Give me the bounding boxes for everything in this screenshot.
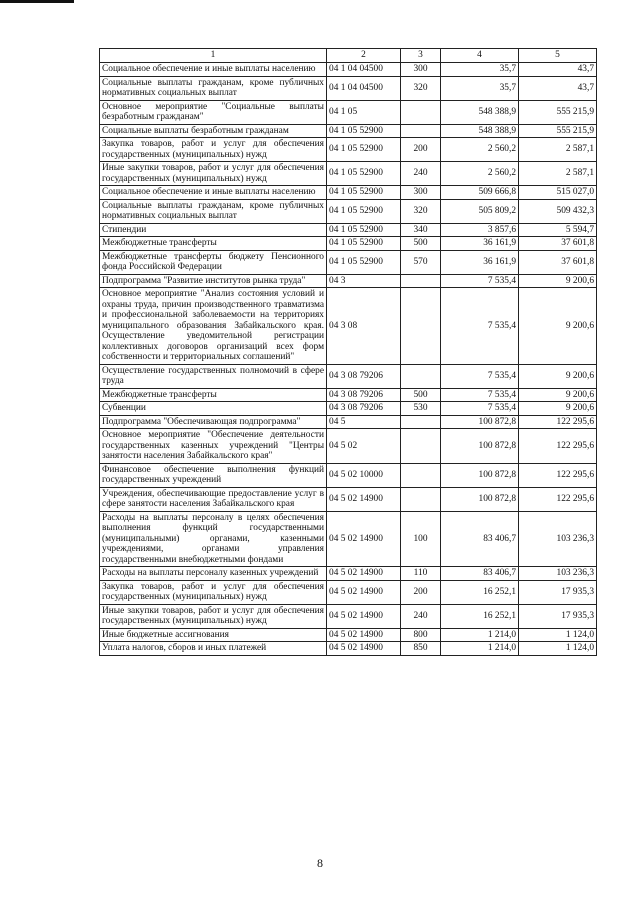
row-expense-type: 800 (401, 628, 441, 642)
table-row (100, 288, 597, 365)
row-value-col5: 9 200,6 (519, 288, 597, 365)
row-value-col5: 9 200,6 (519, 402, 597, 416)
table-row (100, 186, 597, 200)
row-value-col5: 1 124,0 (519, 642, 597, 656)
row-name: Социальные выплаты гражданам, кроме публичных нормативных социальных выплат (100, 199, 327, 223)
row-code: 04 1 05 52900 (327, 223, 401, 237)
row-expense-type: 200 (401, 138, 441, 162)
row-name: Иные закупки товаров, работ и услуг для обеспечения государственных (муниципальных) нужд (100, 604, 327, 628)
row-value-col4: 100 872,8 (441, 415, 519, 429)
row-expense-type: 240 (401, 162, 441, 186)
row-expense-type: 300 (401, 186, 441, 200)
header-col-2: 2 (327, 49, 401, 63)
row-name: Основное мероприятие "Обеспечение деятельности государственных казенных учреждений "Центры занятости населения Забайкальского края" (100, 429, 327, 464)
table-row (100, 274, 597, 288)
row-code: 04 1 05 52900 (327, 162, 401, 186)
header-row (100, 49, 597, 63)
row-value-col5: 5 594,7 (519, 223, 597, 237)
row-value-col5: 555 215,9 (519, 124, 597, 138)
row-expense-type: 300 (401, 63, 441, 77)
row-value-col5: 122 295,6 (519, 487, 597, 511)
row-value-col4: 1 214,0 (441, 628, 519, 642)
row-code: 04 5 02 14900 (327, 628, 401, 642)
row-code: 04 5 (327, 415, 401, 429)
row-code: 04 5 02 14900 (327, 567, 401, 581)
header-col-4: 4 (441, 49, 519, 63)
table-row (100, 364, 597, 388)
row-name: Основное мероприятие "Анализ состояния условий и охраны труда, причин производственного травматизма и профессиональной заболеваемости на территориях муниципального образования Забайкальского края. Осуществление уведомительной регистрации коллективных договоров организаций всех форм собственности и территориальных соглашений" (100, 288, 327, 365)
row-value-col5: 9 200,6 (519, 274, 597, 288)
row-value-col4: 100 872,8 (441, 487, 519, 511)
row-name: Социальные выплаты гражданам, кроме публичных нормативных социальных выплат (100, 76, 327, 100)
row-expense-type (401, 364, 441, 388)
row-expense-type: 530 (401, 402, 441, 416)
header-col-1: 1 (100, 49, 327, 63)
row-name: Субвенции (100, 402, 327, 416)
table-row (100, 429, 597, 464)
row-value-col5: 37 601,8 (519, 237, 597, 251)
row-value-col4: 2 560,2 (441, 162, 519, 186)
row-expense-type: 340 (401, 223, 441, 237)
row-expense-type (401, 415, 441, 429)
table-row (100, 388, 597, 402)
table-row (100, 604, 597, 628)
header-col-3: 3 (401, 49, 441, 63)
row-code: 04 5 02 14900 (327, 580, 401, 604)
row-name: Межбюджетные трансферты бюджету Пенсионного фонда Российской Федерации (100, 250, 327, 274)
scan-corner-mark (0, 0, 74, 3)
table-row (100, 237, 597, 251)
row-name: Социальное обеспечение и иные выплаты населению (100, 63, 327, 77)
row-name: Расходы на выплаты персоналу в целях обеспечения выполнения функций государственными (муниципальными) органами, казенными учреждениями, органами управления государственными внебюджетными фондами (100, 511, 327, 567)
row-expense-type (401, 487, 441, 511)
row-name: Иные закупки товаров, работ и услуг для обеспечения государственных (муниципальных) нужд (100, 162, 327, 186)
row-name: Подпрограмма "Обеспечивающая подпрограмма" (100, 415, 327, 429)
row-value-col4: 7 535,4 (441, 288, 519, 365)
row-value-col4: 83 406,7 (441, 567, 519, 581)
row-name: Закупка товаров, работ и услуг для обеспечения государственных (муниципальных) нужд (100, 580, 327, 604)
row-name: Межбюджетные трансферты (100, 388, 327, 402)
header-col-5: 5 (519, 49, 597, 63)
row-code: 04 5 02 14900 (327, 487, 401, 511)
row-name: Социальное обеспечение и иные выплаты населению (100, 186, 327, 200)
row-code: 04 1 05 52900 (327, 199, 401, 223)
row-code: 04 1 04 04500 (327, 76, 401, 100)
table-row (100, 487, 597, 511)
row-code: 04 5 02 10000 (327, 463, 401, 487)
table-row (100, 162, 597, 186)
row-value-col4: 83 406,7 (441, 511, 519, 567)
row-name: Расходы на выплаты персоналу казенных учреждений (100, 567, 327, 581)
row-value-col4: 548 388,9 (441, 124, 519, 138)
row-name: Закупка товаров, работ и услуг для обеспечения государственных (муниципальных) нужд (100, 138, 327, 162)
row-name: Уплата налогов, сборов и иных платежей (100, 642, 327, 656)
row-value-col5: 103 236,3 (519, 567, 597, 581)
row-value-col5: 43,7 (519, 63, 597, 77)
table-row (100, 402, 597, 416)
row-value-col4: 35,7 (441, 76, 519, 100)
row-value-col5: 122 295,6 (519, 463, 597, 487)
row-value-col4: 505 809,2 (441, 199, 519, 223)
row-code: 04 1 05 52900 (327, 250, 401, 274)
row-name: Стипендии (100, 223, 327, 237)
row-name: Основное мероприятие "Социальные выплаты безработным гражданам" (100, 100, 327, 124)
row-value-col5: 555 215,9 (519, 100, 597, 124)
row-code: 04 3 08 79206 (327, 388, 401, 402)
row-value-col4: 7 535,4 (441, 274, 519, 288)
row-expense-type: 850 (401, 642, 441, 656)
row-value-col4: 7 535,4 (441, 388, 519, 402)
row-value-col4: 3 857,6 (441, 223, 519, 237)
row-value-col4: 36 161,9 (441, 250, 519, 274)
row-value-col5: 9 200,6 (519, 388, 597, 402)
row-value-col5: 515 027,0 (519, 186, 597, 200)
row-value-col5: 122 295,6 (519, 429, 597, 464)
row-value-col4: 509 666,8 (441, 186, 519, 200)
row-code: 04 5 02 (327, 429, 401, 464)
table-row (100, 138, 597, 162)
row-expense-type (401, 100, 441, 124)
row-value-col4: 100 872,8 (441, 429, 519, 464)
row-code: 04 3 08 (327, 288, 401, 365)
row-code: 04 1 04 04500 (327, 63, 401, 77)
table-row (100, 567, 597, 581)
row-code: 04 5 02 14900 (327, 511, 401, 567)
row-value-col5: 122 295,6 (519, 415, 597, 429)
row-value-col4: 7 535,4 (441, 402, 519, 416)
row-code: 04 1 05 52900 (327, 138, 401, 162)
budget-table (99, 48, 597, 656)
row-code: 04 5 02 14900 (327, 604, 401, 628)
row-value-col4: 35,7 (441, 63, 519, 77)
row-value-col4: 1 214,0 (441, 642, 519, 656)
row-expense-type: 500 (401, 237, 441, 251)
row-value-col5: 37 601,8 (519, 250, 597, 274)
row-value-col4: 16 252,1 (441, 604, 519, 628)
row-expense-type: 500 (401, 388, 441, 402)
row-code: 04 1 05 52900 (327, 124, 401, 138)
row-value-col5: 9 200,6 (519, 364, 597, 388)
row-value-col5: 17 935,3 (519, 604, 597, 628)
row-name: Финансовое обеспечение выполнения функций государственных учреждений (100, 463, 327, 487)
row-code: 04 3 (327, 274, 401, 288)
table-row (100, 580, 597, 604)
row-value-col5: 1 124,0 (519, 628, 597, 642)
row-value-col5: 509 432,3 (519, 199, 597, 223)
row-code: 04 1 05 (327, 100, 401, 124)
row-code: 04 3 08 79206 (327, 402, 401, 416)
row-name: Иные бюджетные ассигнования (100, 628, 327, 642)
row-expense-type: 100 (401, 511, 441, 567)
table-body (100, 63, 597, 656)
row-value-col4: 16 252,1 (441, 580, 519, 604)
table-row (100, 463, 597, 487)
row-expense-type: 320 (401, 199, 441, 223)
table-row (100, 124, 597, 138)
row-code: 04 3 08 79206 (327, 364, 401, 388)
row-expense-type: 320 (401, 76, 441, 100)
row-value-col4: 2 560,2 (441, 138, 519, 162)
row-value-col5: 103 236,3 (519, 511, 597, 567)
table-row (100, 511, 597, 567)
table-row (100, 63, 597, 77)
row-expense-type: 570 (401, 250, 441, 274)
table-row (100, 76, 597, 100)
row-expense-type (401, 274, 441, 288)
page-number: 8 (317, 856, 323, 870)
row-expense-type: 240 (401, 604, 441, 628)
table-row (100, 199, 597, 223)
row-expense-type: 110 (401, 567, 441, 581)
row-value-col4: 548 388,9 (441, 100, 519, 124)
row-code: 04 1 05 52900 (327, 237, 401, 251)
row-expense-type (401, 124, 441, 138)
table-row (100, 223, 597, 237)
row-value-col5: 2 587,1 (519, 138, 597, 162)
row-value-col4: 7 535,4 (441, 364, 519, 388)
row-value-col5: 17 935,3 (519, 580, 597, 604)
row-expense-type: 200 (401, 580, 441, 604)
table-row (100, 642, 597, 656)
row-expense-type (401, 463, 441, 487)
row-name: Социальные выплаты безработным гражданам (100, 124, 327, 138)
table-row (100, 250, 597, 274)
table-row (100, 100, 597, 124)
table-row (100, 415, 597, 429)
row-name: Учреждения, обеспечивающие предоставление услуг в сфере занятости населения Забайкальского края (100, 487, 327, 511)
row-expense-type (401, 429, 441, 464)
row-expense-type (401, 288, 441, 365)
row-value-col4: 36 161,9 (441, 237, 519, 251)
row-value-col5: 43,7 (519, 76, 597, 100)
row-name: Межбюджетные трансферты (100, 237, 327, 251)
row-code: 04 1 05 52900 (327, 186, 401, 200)
row-code: 04 5 02 14900 (327, 642, 401, 656)
row-name: Осуществление государственных полномочий в сфере труда (100, 364, 327, 388)
row-name: Подпрограмма "Развитие институтов рынка труда" (100, 274, 327, 288)
row-value-col5: 2 587,1 (519, 162, 597, 186)
table-row (100, 628, 597, 642)
row-value-col4: 100 872,8 (441, 463, 519, 487)
